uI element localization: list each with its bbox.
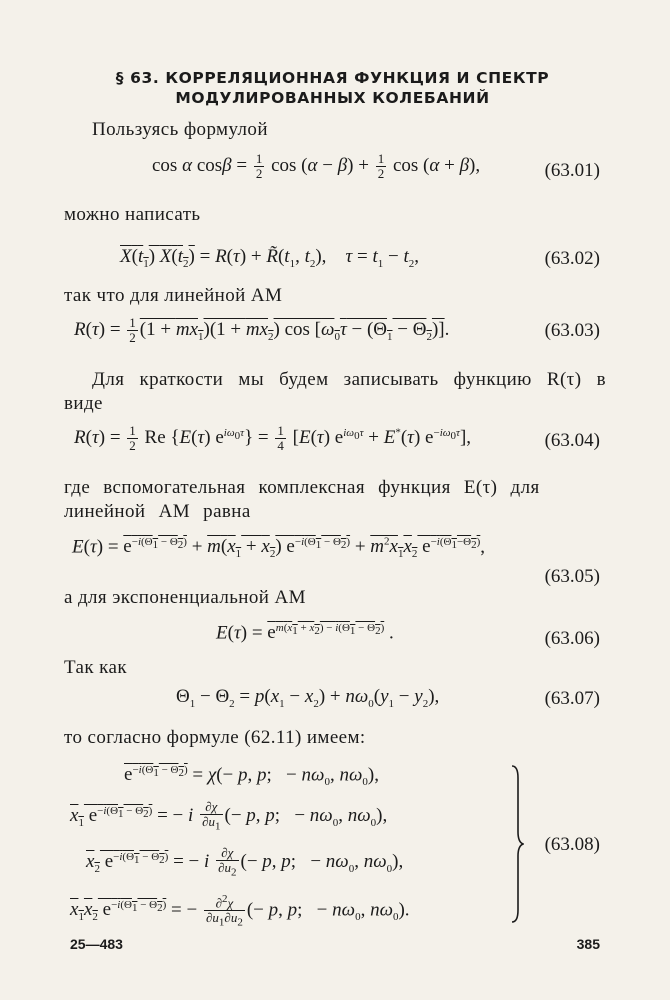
paragraph-6: а для экспоненциальной АМ	[64, 587, 306, 608]
paragraph-4: Для краткости мы будем записывать функцию R(τ) в виде	[64, 369, 606, 414]
equation-63-07: $\Theta_1 - \Theta_2 = p(x_1 - x_2) + n\omega_0(y_1 - y_2)$,	[176, 686, 440, 710]
equation-number-63-04: (63.04)	[544, 430, 600, 451]
equation-63-04: R(τ) = $\frac{1}{2}$ Re {E(τ) $e^{i\omega_0\tau}$} = $\frac{1}{4}$ [E(τ) $e^{i\omega_0\tau} + E^*(\tau)$ $e^{-i\omega_0\tau}$],	[74, 423, 472, 453]
equation-63-06: $E(\tau) = e^{m(x_1 + x_2) - i(\Theta_1 - \Theta_2)}$ .	[216, 622, 394, 644]
paragraph-2: можно написать	[64, 204, 201, 225]
equation-number-63-01: (63.01)	[544, 160, 600, 181]
paragraph-5: где вспомогательная комплексная функция E(τ) для линейной АМ равна	[64, 477, 540, 522]
paragraph-1: Пользуясь формулой	[92, 119, 268, 140]
equation-number-63-02: (63.02)	[544, 248, 600, 269]
equation-63-08-line-4: $x_1x_2$ $e^{-i(\Theta_1 - \Theta_2)}$ = − $\frac{\partial^2\chi}{\partial u_1\partial u_2}$ (− p, p; − $n\omega_0$, $n\omega_0$).	[70, 893, 410, 929]
equation-63-02: $X(t_1) X(t_2) = R(\tau)$ + $R̃(t_1$, $t_2$), $\tau = t_1 - t_2$,	[120, 246, 419, 270]
equation-number-63-06: (63.06)	[544, 628, 600, 649]
section-title	[60, 68, 605, 108]
equation-63-03: R(τ) = $\frac{1}{2}$ $(1 + mx_1)(1 + mx_2)$ $\cos [\omega_0\tau - (\Theta_1 - \Theta_2)]$.	[74, 315, 450, 345]
equation-63-05: $E(\tau) = e^{-i(\Theta_1 - \Theta_2)} + m(x_1 + x_2) e^{-i(\Theta_1 - \Theta_2)} + m^2x_1x_2$ $e^{-i(\Theta_1-\Theta_2)}$,	[72, 536, 486, 561]
paragraph-3: так что для линейной АМ	[64, 285, 283, 306]
section-title-line-2: МОДУЛИРОВАННЫХ КОЛЕБАНИЙ	[175, 89, 490, 107]
equation-number-63-03: (63.03)	[544, 320, 600, 341]
equation-number-63-07: (63.07)	[544, 688, 600, 709]
equation-number-63-08: (63.08)	[544, 834, 600, 855]
equation-63-08-line-2: $x_1$ $e^{-i(\Theta_1 - \Theta_2)}$ = − i $\frac{\partial\chi}{\partial u_1}$ (− p, p; − $n\omega_0$, $n\omega_0$),	[70, 799, 388, 833]
equation-63-08-line-3: $x_2$ $e^{-i(\Theta_1 - \Theta_2)}$ = − i $\frac{\partial\chi}{\partial u_2}$ (− p, p; − $n\omega_0$, $n\omega_0$),	[86, 845, 404, 879]
footer-signature: 25—483	[70, 936, 123, 952]
equation-63-01: cos α cosβ = $\frac{1}{2}$ cos (α − β) + $\frac{1}{2}$ cos (α + β),	[152, 151, 481, 181]
paragraph-8: то согласно формуле (62.11) имеем:	[64, 727, 366, 748]
section-title-line-1: § 63. КОРРЕЛЯЦИОННАЯ ФУНКЦИЯ И СПЕКТР	[115, 69, 550, 87]
paragraph-7: Так как	[64, 657, 127, 678]
page-number: 385	[576, 936, 600, 952]
equation-number-63-05: (63.05)	[544, 566, 600, 587]
equation-63-08-line-1: $e^{-i(\Theta_1 - \Theta_2)} = \chi(- p$, p; − $n\omega_0$, $n\omega_0$),	[124, 764, 379, 789]
right-brace-icon	[510, 764, 524, 924]
